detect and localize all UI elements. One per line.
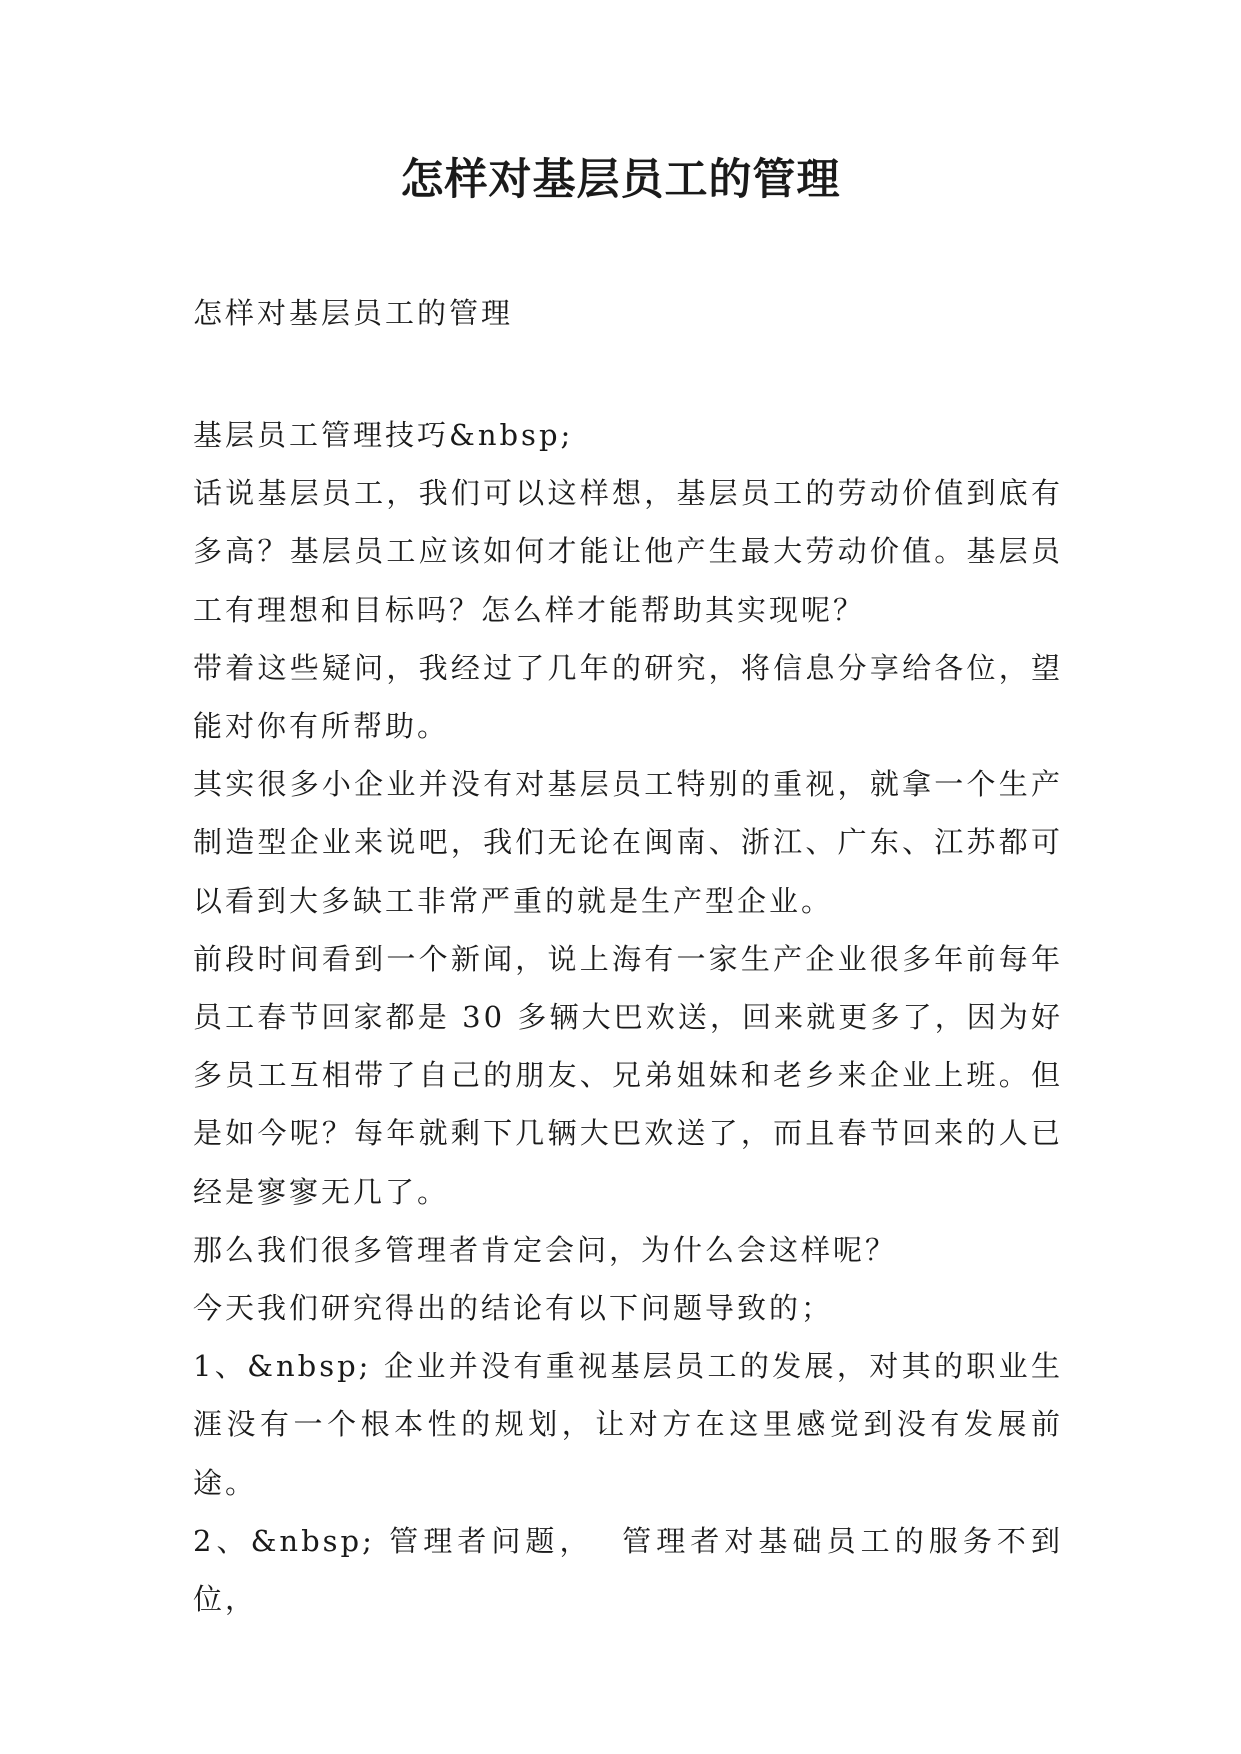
paragraph-heading: 基层员工管理技巧&nbsp; xyxy=(193,418,574,452)
paragraph: 那么我们很多管理者肯定会问，为什么会这样呢？ xyxy=(193,1232,898,1267)
document-title: 怎样对基层员工的管理 xyxy=(400,155,841,205)
list-item: 2、&nbsp; 管理者问题， 管理者对基础员工的服务不到位， xyxy=(193,1523,1063,1617)
paragraph: 今天我们研究得出的结论有以下问题导致的； xyxy=(193,1291,834,1326)
paragraph: 带着这些疑问，我经过了几年的研究，将信息分享给各位，望能对你有所帮助。 xyxy=(193,650,1063,744)
paragraph: 其实很多小企业并没有对基层员工特别的重视，就拿一个生产制造型企业来说吧，我们无论在闽南、浙江、广东、江苏都可以看到大多缺工非常严重的就是生产型企业。 xyxy=(193,767,1063,918)
list-item: 1、&nbsp; 企业并没有重视基层员工的发展，对其的职业生涯没有一个根本性的规划，让对方在这里感觉到没有发展前途。 xyxy=(193,1349,1063,1500)
document-body xyxy=(193,406,1063,1628)
paragraph: 话说基层员工，我们可以这样想，基层员工的劳动价值到底有多高？基层员工应该如何才能让他产生最大劳动价值。基层员工有理想和目标吗？怎么样才能帮助其实现呢？ xyxy=(193,476,1063,627)
paragraph: 前段时间看到一个新闻，说上海有一家生产企业很多年前每年员工春节回家都是 30 多辆大巴欢送，回来就更多了，因为好多员工互相带了自己的朋友、兄弟姐妹和老乡来企业上班。但是如今呢？每年就剩下几辆大巴欢送了，而且春节回来的人已经是寥寥无几了。 xyxy=(193,941,1063,1209)
document-subtitle: 怎样对基层员工的管理 xyxy=(193,296,514,330)
